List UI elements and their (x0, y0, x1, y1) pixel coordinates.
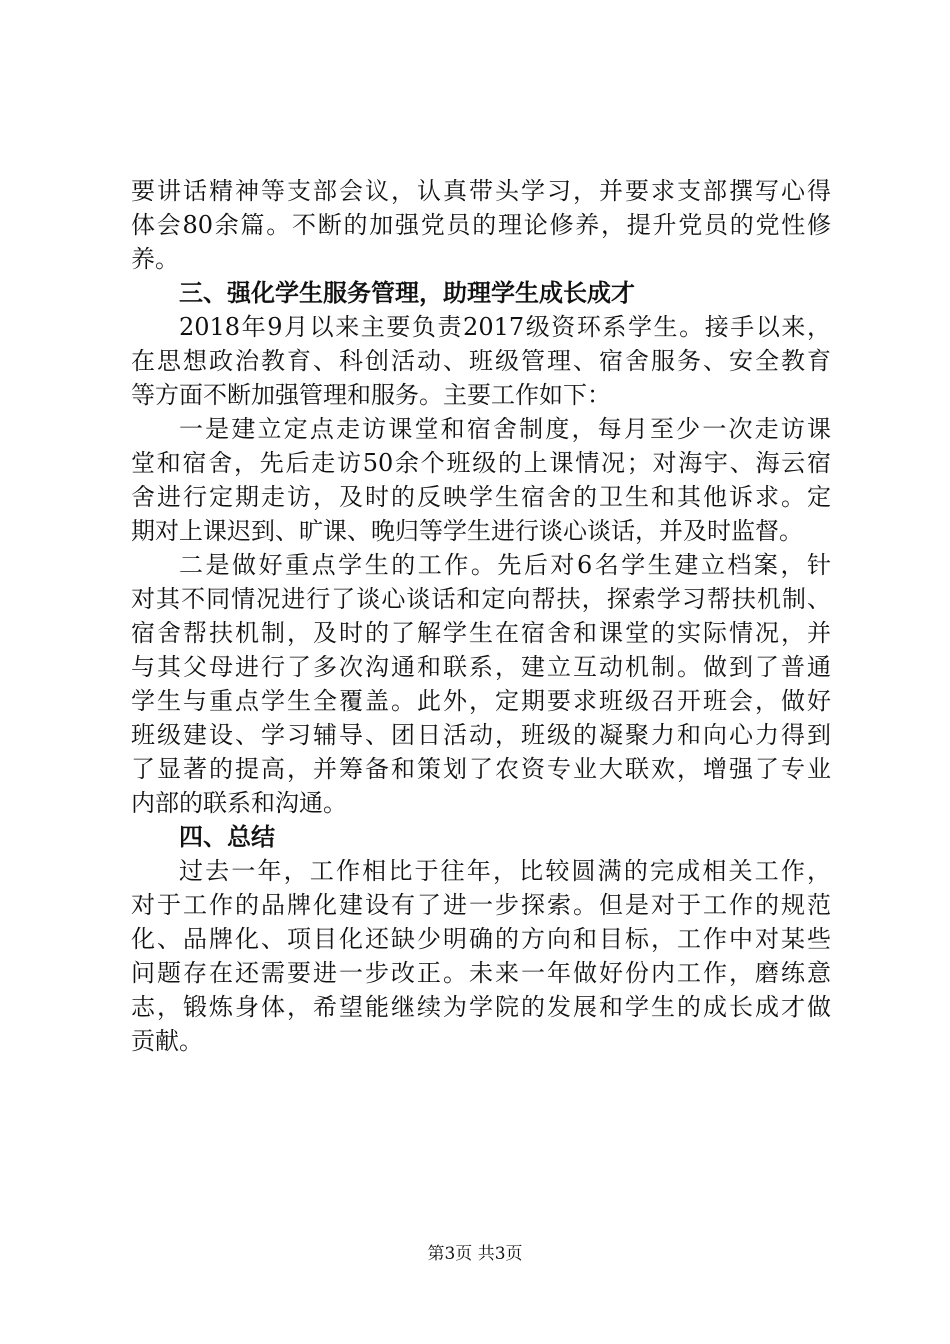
paragraph-line: 在思想政治教育、科创活动、班级管理、宿舍服务、安全教育 (131, 347, 831, 375)
paragraph-line: 化、品牌化、项目化还缺少明确的方向和目标，工作中对某些 (131, 925, 831, 953)
paragraph-line: 养。 (131, 245, 179, 273)
section-heading: 四、总结 (179, 823, 275, 851)
paragraph-line: 过去一年，工作相比于往年，比较圆满的完成相关工作， (179, 857, 831, 885)
paragraph-line: 贡献。 (131, 1027, 203, 1055)
paragraph-line: 等方面不断加强管理和服务。主要工作如下： (131, 381, 611, 409)
paragraph-line: 了显著的提高，并筹备和策划了农资专业大联欢，增强了专业 (131, 755, 831, 783)
paragraph-line: 舍进行定期走访，及时的反映学生宿舍的卫生和其他诉求。定 (131, 483, 831, 511)
section-heading: 三、强化学生服务管理，助理学生成长成才 (179, 279, 635, 307)
paragraph-line: 堂和宿舍，先后走访50余个班级的上课情况；对海宇、海云宿 (131, 449, 831, 477)
paragraph-line: 宿舍帮扶机制，及时的了解学生在宿舍和课堂的实际情况，并 (131, 619, 831, 647)
paragraph-line: 问题存在还需要进一步改正。未来一年做好份内工作，磨练意 (131, 959, 831, 987)
paragraph-line: 二是做好重点学生的工作。先后对6名学生建立档案，针 (179, 551, 831, 579)
paragraph-line: 内部的联系和沟通。 (131, 789, 347, 817)
paragraph-line: 2018年9月以来主要负责2017级资环系学生。接手以来， (179, 313, 831, 341)
paragraph-line: 对其不同情况进行了谈心谈话和定向帮扶，探索学习帮扶机制、 (131, 585, 831, 613)
paragraph-line: 志，锻炼身体，希望能继续为学院的发展和学生的成长成才做 (131, 993, 831, 1021)
paragraph-line: 学生与重点学生全覆盖。此外，定期要求班级召开班会，做好 (131, 687, 831, 715)
paragraph-line: 一是建立定点走访课堂和宿舍制度，每月至少一次走访课 (179, 415, 831, 443)
page-footer: 第3页 共3页 (427, 1244, 523, 1264)
paragraph-line: 体会80余篇。不断的加强党员的理论修养，提升党员的党性修 (131, 211, 831, 239)
document-body (131, 174, 831, 1058)
paragraph-line: 班级建设、学习辅导、团日活动，班级的凝聚力和向心力得到 (131, 721, 831, 749)
paragraph-line: 对于工作的品牌化建设有了进一步探索。但是对于工作的规范 (131, 891, 831, 919)
paragraph-line: 与其父母进行了多次沟通和联系，建立互动机制。做到了普通 (131, 653, 831, 681)
paragraph-line: 要讲话精神等支部会议，认真带头学习，并要求支部撰写心得 (131, 177, 831, 205)
paragraph-line: 期对上课迟到、旷课、晚归等学生进行谈心谈话，并及时监督。 (131, 517, 803, 545)
